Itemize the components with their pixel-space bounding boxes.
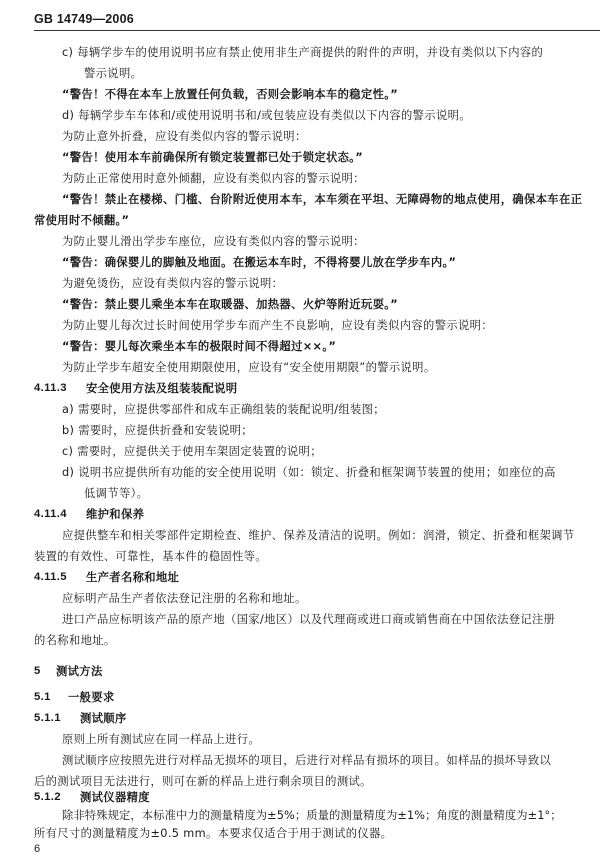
text-line: 的名称和地址。 [34,634,116,647]
text-line: 警示说明。 [84,67,143,80]
section-title: 测试仪器精度 [80,791,150,804]
text-line: 装置的有效性、可靠性，基本件的稳固性等。 [34,550,267,563]
section-number: 4.11.4 [34,508,67,520]
text-line: 为防止婴儿滑出学步车座位，应设有类似内容的警示说明： [62,235,365,248]
text-line: 原则上所有测试应在同一样品上进行。 [62,733,260,746]
header-rule [34,30,600,31]
section-number: 5.1.1 [34,712,61,724]
text-line: 后的测试项目无法进行，则可在新的样品上进行剩余项目的测试。 [34,775,372,788]
text-line: c) 每辆学步车的使用说明书应有禁止使用非生产商提供的附件的声明，并设有类似以下内容的 [62,46,544,59]
warning-line: “警告：婴儿每次乘坐本车的极限时间不得超过××。” [62,340,337,353]
list-item: b) 需要时，应提供折叠和安装说明； [62,424,253,437]
text-line: 为防止正常使用时意外倾翻，应设有类似内容的警示说明： [62,172,365,185]
section-title: 维护和保养 [86,508,145,521]
warning-line: “警告：确保婴儿的脚触及地面。在搬运本车时，不得将婴儿放在学步车内。” [62,256,457,269]
section-number: 4.11.3 [34,382,67,394]
list-item: d) 说明书应提供所有功能的安全使用说明（如：锁定、折叠和框架调节装置的使用；如座位的高 [62,466,556,479]
section-number: 5.1.2 [34,791,61,803]
text-line: 应提供整车和相关零部件定期检查、维护、保养及清洁的说明。例如：润滑，锁定、折叠和框架调节 [62,529,575,542]
text-line: 进口产品应标明该产品的原产地（国家/地区）以及代理商或进口商或销售商在中国依法登记注册 [62,613,556,626]
chapter-number: 5 [34,665,41,677]
warning-line: 常使用时不倾翻。” [34,214,130,227]
text-line: 低调节等）。 [84,487,149,500]
text-line: 测试顺序应按照先进行对样品无损坏的项目，后进行对样品有损坏的项目。如样品的损坏导致以 [62,754,552,767]
section-title: 生产者名称和地址 [86,571,180,584]
text-line: 为防止意外折叠，应设有类似内容的警示说明： [62,130,307,143]
warning-line: “警告！不得在本车上放置任何负载，否则会影响本车的稳定性。” [62,88,399,101]
standard-code-header: GB 14749—2006 [34,12,134,26]
warning-line: “警告：禁止婴儿乘坐本车在取暖器、加热器、火炉等附近玩耍。” [62,298,399,311]
chapter-title: 测试方法 [56,665,103,678]
page-number: 6 [34,843,41,855]
text-line: 为避免烫伤，应设有类似内容的警示说明： [62,277,284,290]
section-number: 4.11.5 [34,571,67,583]
text-line: 为防止婴儿每次过长时间使用学步车而产生不良影响，应设有类似内容的警示说明： [62,319,493,332]
list-item: a) 需要时，应提供零部件和成车正确组装的装配说明/组装图； [62,403,385,416]
section-title: 一般要求 [68,691,115,704]
list-item: c) 需要时，应提供关于使用车架固定装置的说明； [62,445,322,458]
section-title: 安全使用方法及组装装配说明 [86,382,238,395]
warning-line: “警告！禁止在楼梯、门槛、台阶附近使用本车，本车须在平坦、无障碍物的地点使用，确保本车在正 [62,193,583,206]
section-number: 5.1 [34,691,51,703]
text-line: 所有尺寸的测量精度为±0.5 mm。本要求仅适合于用于测试的仪器。 [34,827,393,840]
text-line: d) 每辆学步车车体和/或使用说明书和/或包装应设有类似以下内容的警示说明。 [62,109,471,122]
section-title: 测试顺序 [80,712,127,725]
text-line: 除非特殊规定，本标准中力的测量精度为±5%；质量的测量精度为±1%；角度的测量精度为±1°； [62,809,562,822]
warning-line: “警告！使用本车前确保所有锁定装置都已处于锁定状态。” [62,151,364,164]
text-line: 应标明产品生产者依法登记注册的名称和地址。 [62,592,307,605]
text-line: 为防止学步车超安全使用期限使用，应设有“安全使用期限”的警示说明。 [62,361,436,374]
